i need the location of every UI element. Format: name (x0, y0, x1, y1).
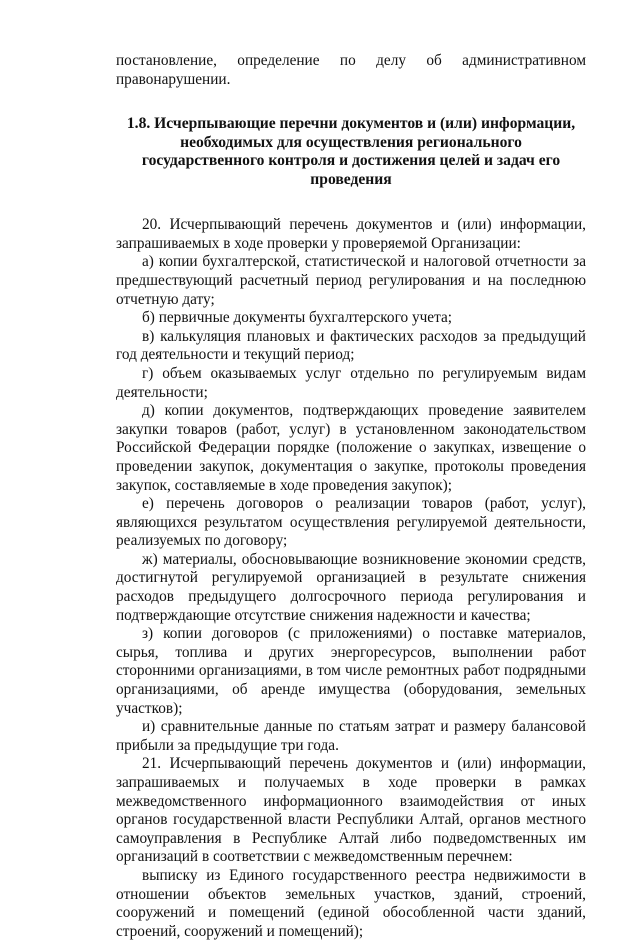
list-item-g: г) объем оказываемых услуг отдельно по регулируемым видам деятельности; (116, 364, 586, 401)
list-item-e: е) перечень договоров о реализации товаров (работ, услуг), являющихся результатом осуществления регулируемой деятельности, реализуемых по договору; (116, 495, 586, 550)
list-item-extract: выписку из Единого государственного реестра недвижимости в отношении объектов земельных участков, зданий, строений, сооружений и помещений (единой обособленной части зданий, строений, сооружений и помещений); (116, 866, 586, 940)
list-item-v: в) калькуляция плановых и фактических расходов за предыдущий год деятельности и текущий период; (116, 327, 586, 364)
paragraph-21: 21. Исчерпывающий перечень документов и (или) информации, запрашиваемых и получаемых в ходе проверки в рамках межведомственного информационного взаимодействия от иных органов государственной власти Республики Алтай, органов местного самоуправления в Республике Алтай либо подведомственных им организаций в соответствии с межведомственным перечнем: (116, 755, 586, 866)
list-item-z: з) копии договоров (с приложениями) о поставке материалов, сырья, топлива и других энергоресурсов, выполнении работ сторонними организациями, в том числе ремонтных работ подрядными организациями, об аренде имущества (оборудования, земельных участков); (116, 625, 586, 717)
list-item-zh: ж) материалы, обосновывающие возникновение экономии средств, достигнутой регулируемой организацией в результате снижения расходов предыдущего долгосрочного периода регулирования и подтверждающие отсутствие снижения надежности и качества; (116, 550, 586, 624)
list-item-b: б) первичные документы бухгалтерского учета; (142, 309, 452, 327)
list-item-a: а) копии бухгалтерской, статистической и налоговой отчетности за предшествующий расчетный период регулирования и на последнюю отчетную дату; (116, 253, 586, 308)
section-heading: 1.8. Исчерпывающие перечни документов и (или) информации, необходимых для осуществления регионального государственного контроля и достижения целей и задач его проведения (126, 115, 576, 188)
intro-paragraph: постановление, определение по делу об административном правонарушении. (116, 52, 586, 88)
list-item-i: и) сравнительные данные по статьям затрат и размеру балансовой прибыли за предыдущие три года. (116, 718, 586, 754)
document-page (116, 52, 586, 941)
list-item-d: д) копии документов, подтверждающих проведение заявителем закупки товаров (работ, услуг) в установленном законодательством Российской Федерации порядке (положение о закупках, извещение о проведении закупок, документация о закупке, протоколы проведения закупок, составляемые в ходе проведения закупок); (116, 402, 586, 494)
paragraph-20: 20. Исчерпывающий перечень документов и (или) информации, запрашиваемых в ходе проверки у проверяемой Организации: (116, 216, 586, 252)
